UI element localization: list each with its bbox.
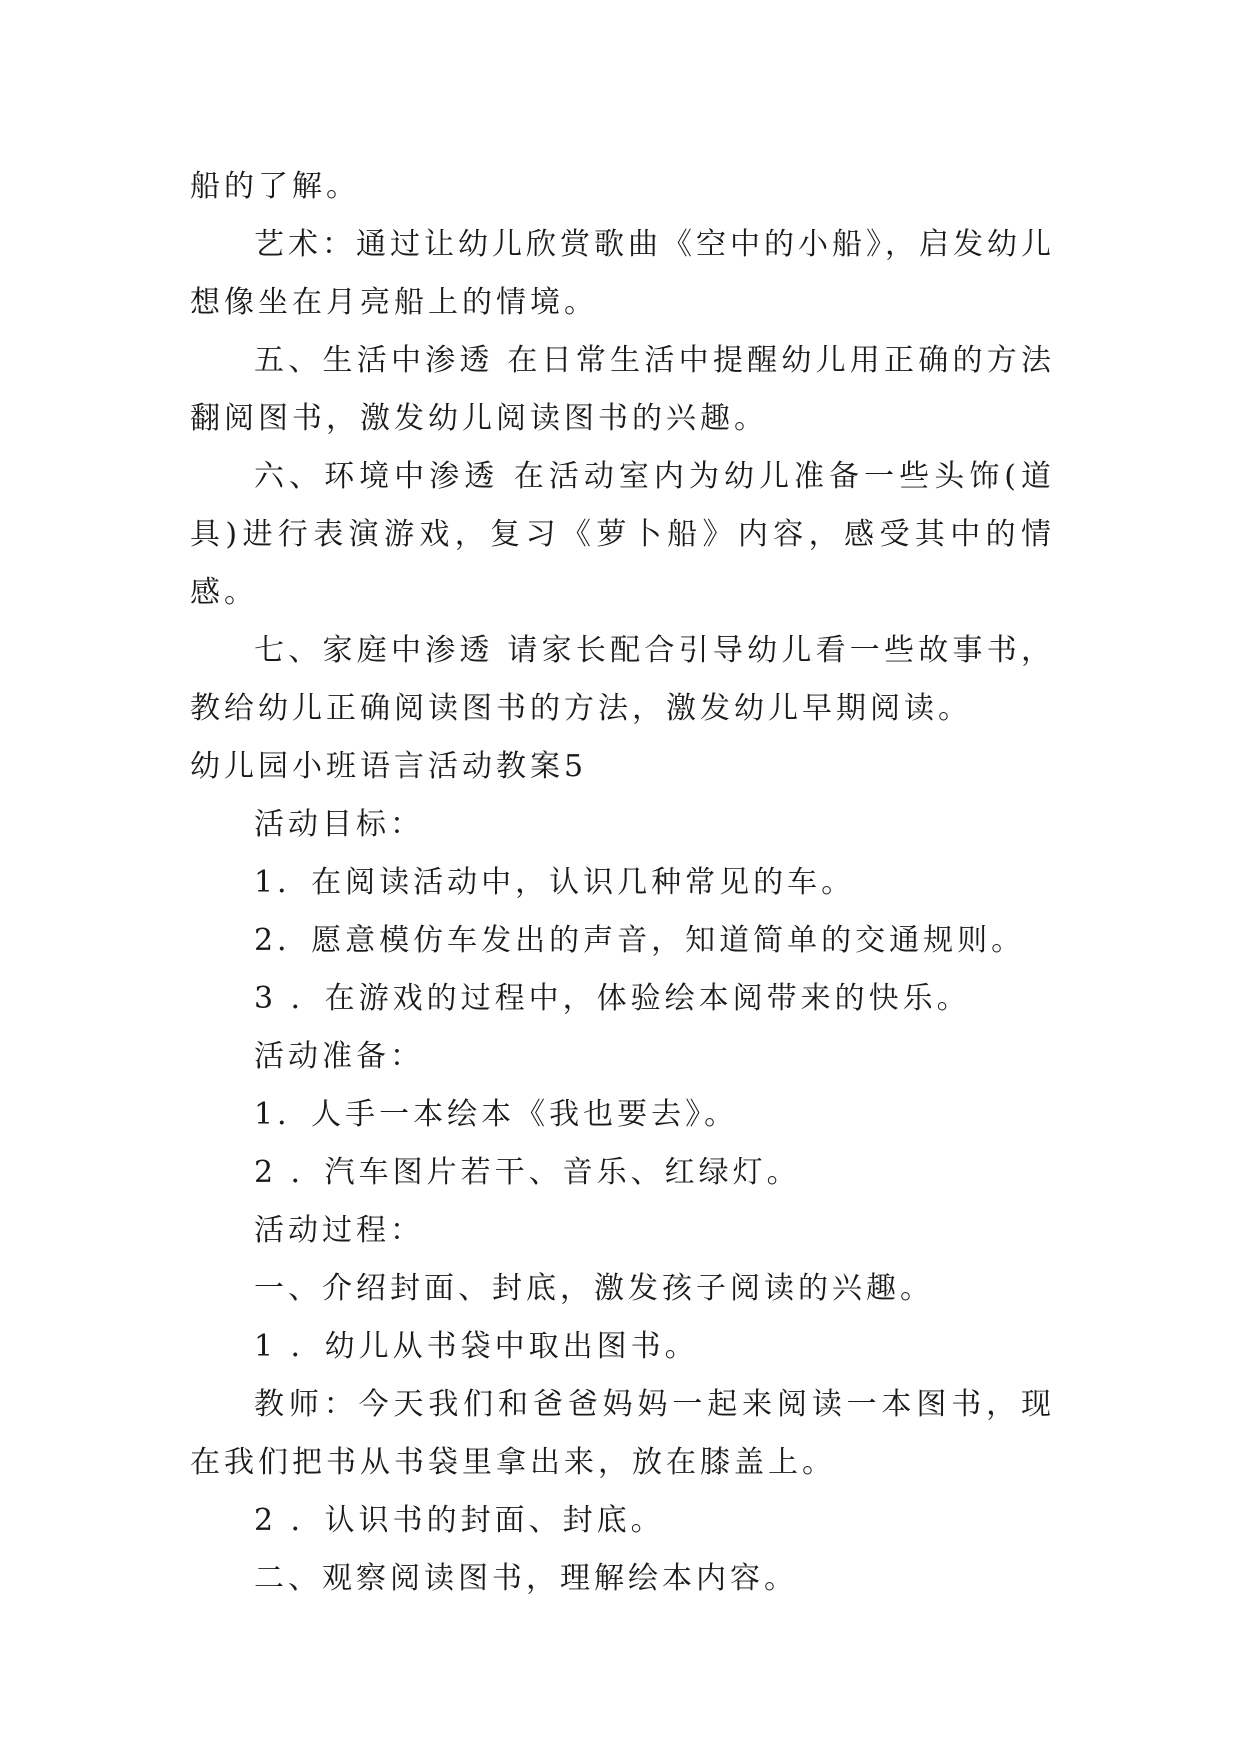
document-body xyxy=(190,158,1055,1608)
section-heading: 幼儿园小班语言活动教案5 xyxy=(190,749,588,784)
paragraph-14: 活动过程： xyxy=(254,1213,424,1248)
paragraph-16: 1 ．幼儿从书袋中取出图书。 xyxy=(254,1329,699,1364)
paragraph-12: 1．人手一本绘本《我也要去》。 xyxy=(254,1097,739,1132)
paragraph-1: 船的了解。 xyxy=(190,169,360,204)
paragraph-5: 七、家庭中渗透 请家长配合引导幼儿看一些故事书，教给幼儿正确阅读图书的方法，激发幼儿早期阅读。 xyxy=(190,633,1055,726)
paragraph-15: 一、介绍封面、封底，激发孩子阅读的兴趣。 xyxy=(254,1271,934,1306)
paragraph-19: 二、观察阅读图书，理解绘本内容。 xyxy=(254,1561,798,1596)
paragraph-7: 活动目标： xyxy=(254,807,424,842)
paragraph-10: 3 ．在游戏的过程中，体验绘本阅带来的快乐。 xyxy=(254,981,971,1016)
paragraph-17: 教师：今天我们和爸爸妈妈一起来阅读一本图书，现在我们把书从书袋里拿出来，放在膝盖上。 xyxy=(190,1387,1055,1480)
paragraph-3: 五、生活中渗透 在日常生活中提醒幼儿用正确的方法翻阅图书，激发幼儿阅读图书的兴趣。 xyxy=(190,343,1055,436)
paragraph-18: 2 ．认识书的封面、封底。 xyxy=(254,1503,665,1538)
paragraph-4: 六、环境中渗透 在活动室内为幼儿准备一些头饰(道具)进行表演游戏，复习《萝卜船》内容，感受其中的情感。 xyxy=(190,459,1055,610)
paragraph-2: 艺术：通过让幼儿欣赏歌曲《空中的小船》，启发幼儿想像坐在月亮船上的情境。 xyxy=(190,227,1055,320)
paragraph-9: 2．愿意模仿车发出的声音，知道简单的交通规则。 xyxy=(254,923,1026,958)
paragraph-13: 2 ．汽车图片若干、音乐、红绿灯。 xyxy=(254,1155,801,1190)
paragraph-11: 活动准备： xyxy=(254,1039,424,1074)
paragraph-8: 1．在阅读活动中，认识几种常见的车。 xyxy=(254,865,856,900)
